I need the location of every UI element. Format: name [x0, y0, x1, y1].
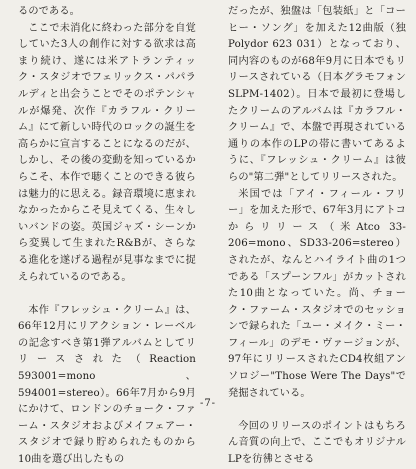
paragraph: ここで未消化に終わった部分を自覚していた3人の創作に対する欲求は高まり続け、遂には米アトランティック・スタジオでフェリックス・パパラルディと出会うことでそのポテンシャルが爆発、次作『カラフル・クリーム』にて新しい時代のロックの誕生を高らかに宣言することになるのだが、しかし、その後の変動を知っているからこそ、本作で聴くことのできる彼らは魅力的に思える。録音環境に恵まれなかったからこそ見えてくる、生々しいバンドの姿。英国ジャズ・シーンから変異して生まれたR&Bが、さらなる進化を遂げる過程が見事なまでに捉えられているのである。 [18, 22, 196, 283]
paragraph: 本作『フレッシュ・クリーム』は、66年12月にリアクション・レーベルの記念すべき第1弾アルバムとしてリリースされた（Reaction 593001=mono、594001=stereo）。66年7月から9月にかけて、ロンドンのチョーク・ファーム・スタジオおよびメイフェアー・スタジオで録り貯められたものから10曲を選び出したもの [18, 304, 196, 466]
page-number: -7- [199, 398, 217, 409]
paragraph: だったが、独盤は「包装紙」と「コーヒー・ソング」を加えた12曲版（独Polydor 623 031）となっており、同内容のものが68年9月に日本でもリリースされている（日本グラモフォン SLPM-1402）。日本で最初に登場したクリームのアルバムは『カラフル・クリーム』で、本盤で再現されている通りの本作のLPの帯に書いてあるように、『フレッシュ・クリーム』は彼らの"第二弾"としてリリースされた。 [228, 6, 406, 183]
paragraph: 今回のリリースのポイントはもちろん音質の向上で、ここでもオリジナルLPを彷彿とさせる [228, 420, 406, 466]
paragraph: 米国では「アイ・フィール・フリー」を加えた形で、67年3月にアトコからリリース（米Atco 33-206=mono、SD33-206=stereo）されたが、なんとハイライト曲の1つである「スプーンフル」がカットされた10曲となっていた。尚、チョーク・ファーム・スタジオでのセッションで録られた「ユー・メイク・ミー・フィール」のデモ・ヴァージョンが、97年にリリースされたCD4枚組アンソロジー"Those Were The Days"で発掘されている。 [228, 188, 406, 399]
paragraph: るのである。 [18, 6, 81, 17]
